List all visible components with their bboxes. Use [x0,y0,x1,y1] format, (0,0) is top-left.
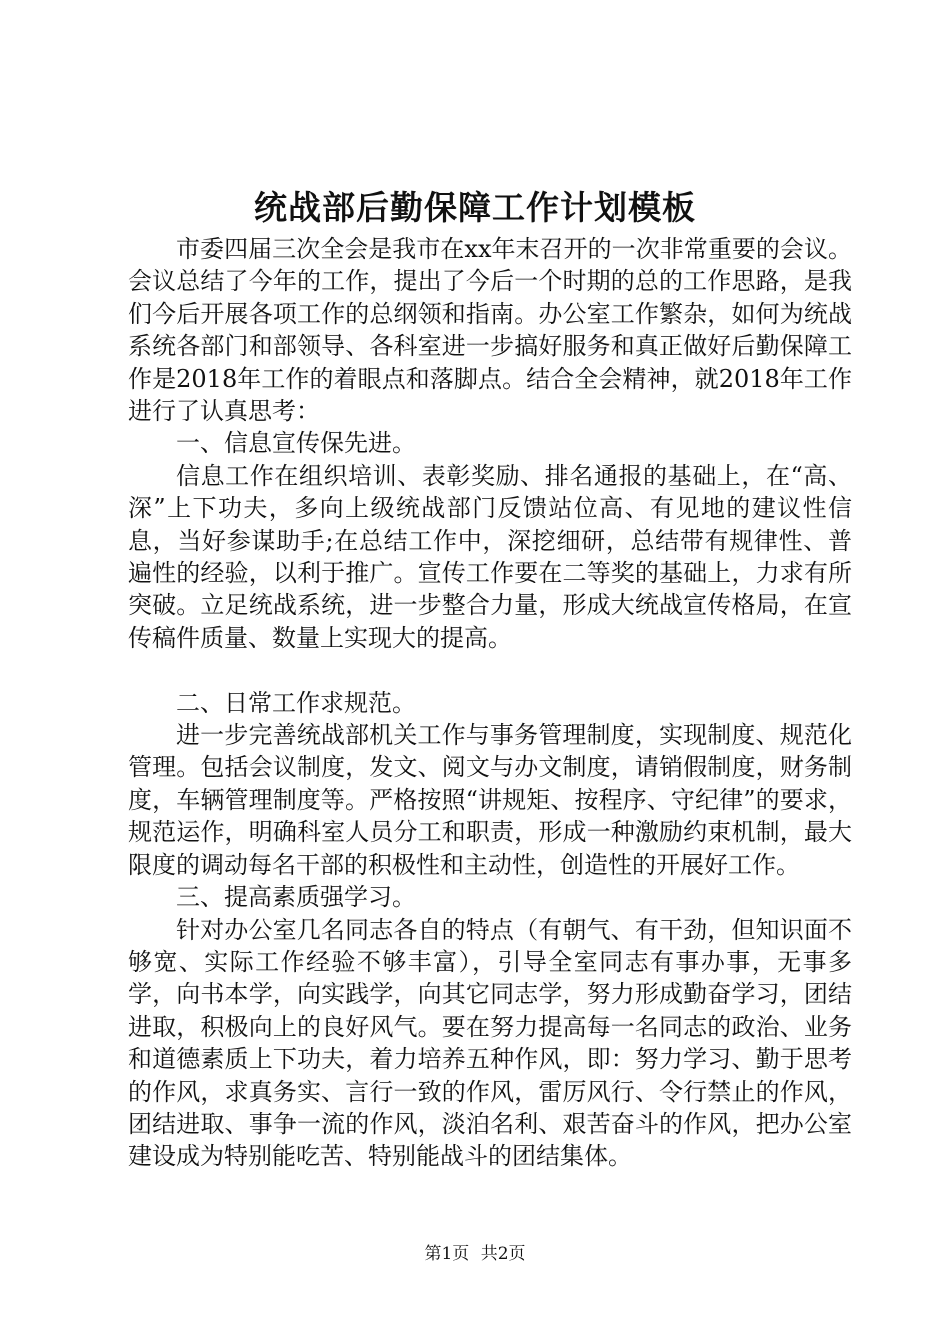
section-paragraph-2: 进一步完善统战部机关工作与事务管理制度，实现制度、规范化管理。包括会议制度，发文、阅文与办文制度，请销假制度，财务制度，车辆管理制度等。严格按照“讲规矩、按程序、守纪律”的要求，规范运作，明确科室人员分工和职责，形成一种激励约束机制，最大限度的调动每名干部的积极性和主动性，创造性的开展好工作。 [128,721,852,879]
section-heading-2: 二、日常工作求规范。 [176,688,416,717]
page-number: 第1页 [424,1244,470,1264]
document-title: 统战部后勤保障工作计划模板 [254,188,696,227]
document-body [128,233,852,1173]
section-heading-1: 一、信息宣传保先进。 [176,429,416,458]
section-paragraph-1: 信息工作在组织培训、表彰奖励、排名通报的基础上，在“高、深”上下功夫，多向上级统战部门反馈站位高、有见地的建议性信息，当好参谋助手;在总结工作中，深挖细研，总结带有规律性、普遍性的经验，以利于推广。宣传工作要在二等奖的基础上，力求有所突破。立足统战系统，进一步整合力量，形成大统战宣传格局，在宣传稿件质量、数量上实现大的提高。 [128,461,852,652]
page-footer [0,1242,950,1266]
section-heading-3: 三、提高素质强学习。 [176,883,416,912]
section-paragraph-3: 针对办公室几名同志各自的特点（有朝气、有干劲，但知识面不够宽、实际工作经验不够丰富），引导全室同志有事办事，无事多学，向书本学，向实践学，向其它同志学，努力形成勤奋学习，团结进取，积极向上的良好风气。要在努力提高每一名同志的政治、业务和道德素质上下功夫，着力培养五种作风，即：努力学习、勤于思考的作风，求真务实、言行一致的作风，雷厉风行、令行禁止的作风，团结进取、事争一流的作风，淡泊名利、艰苦奋斗的作风，把办公室建设成为特别能吃苦、特别能战斗的团结集体。 [128,915,852,1171]
paragraph-spacer [128,654,852,686]
page-total: 共2页 [480,1244,526,1264]
intro-paragraph: 市委四届三次全会是我市在xx年末召开的一次非常重要的会议。会议总结了今年的工作，提出了今后一个时期的总的工作思路，是我们今后开展各项工作的总纲领和指南。办公室工作繁杂，如何为统战系统各部门和部领导、各科室进一步搞好服务和真正做好后勤保障工作是2018年工作的着眼点和落脚点。结合全会精神，就2018年工作进行了认真思考： [128,235,852,426]
